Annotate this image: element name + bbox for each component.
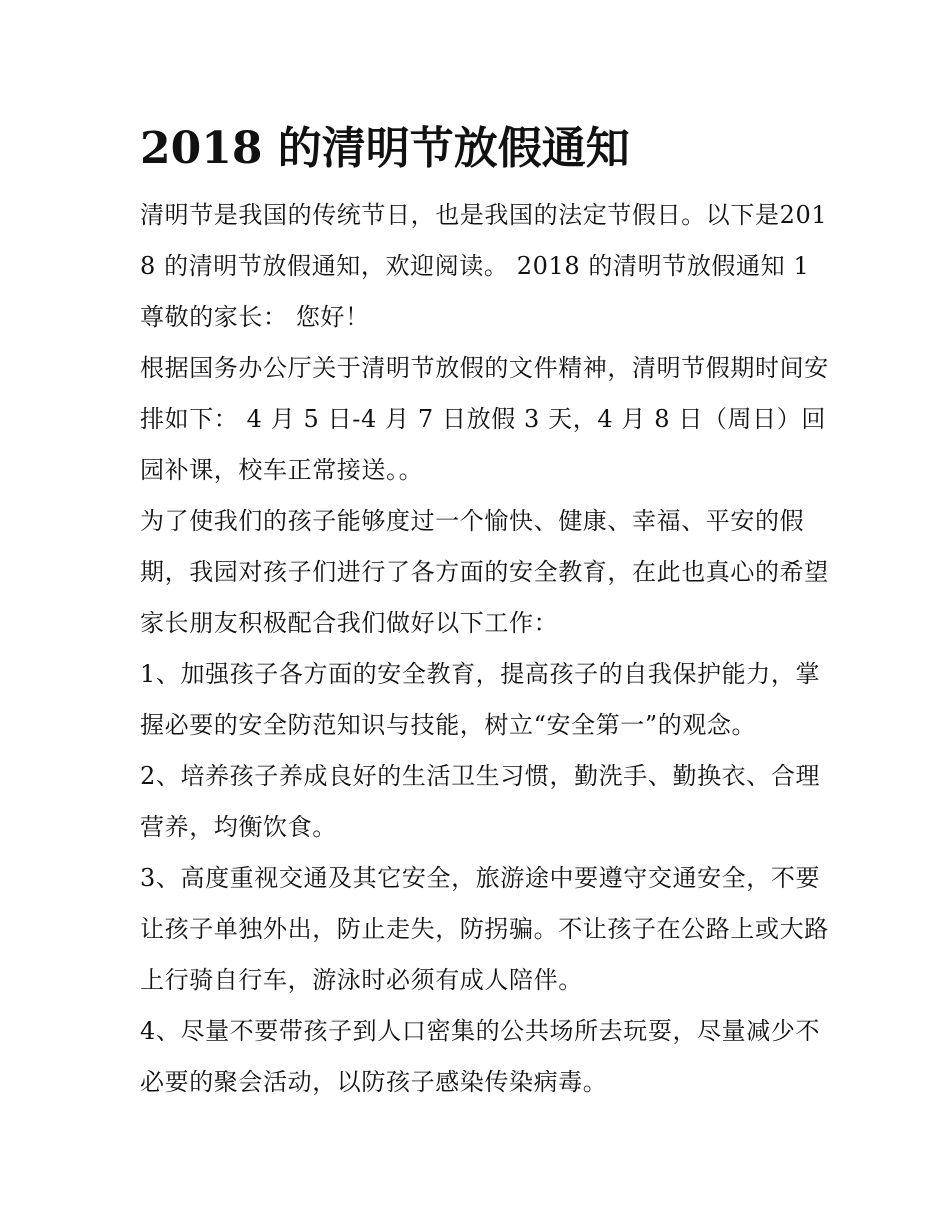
paragraph-item-2: 2、培养孩子养成良好的生活卫生习惯，勤洗手、勤换衣、合理营养，均衡饮食。: [140, 762, 821, 841]
paragraph-schedule: 根据国务办公厅关于清明节放假的文件精神，清明节假期时间安排如下： 4 月 5 日-4 月 7 日放假 3 天，4 月 8 日（周日）回园补课，校车正常接送。。: [140, 354, 829, 484]
paragraph-item-1: 1、加强孩子各方面的安全教育，提高孩子的自我保护能力，掌握必要的安全防范知识与技能，树立“安全第一”的观念。: [140, 660, 821, 739]
paragraph-greeting: 尊敬的家长： 您好！: [140, 303, 370, 331]
document-body: [140, 190, 830, 1108]
paragraph-safety-intro: 为了使我们的孩子能够度过一个愉快、健康、幸福、平安的假期，我园对孩子们进行了各方面的安全教育，在此也真心的希望家长朋友积极配合我们做好以下工作：: [140, 507, 829, 637]
paragraph-item-3: 3、高度重视交通及其它安全，旅游途中要遵守交通安全，不要让孩子单独外出，防止走失，防拐骗。不让孩子在公路上或大路上行骑自行车，游泳时必须有成人陪伴。: [140, 864, 829, 994]
paragraph-item-4: 4、尽量不要带孩子到人口密集的公共场所去玩耍，尽量减少不必要的聚会活动，以防孩子感染传染病毒。: [140, 1017, 821, 1096]
paragraph-intro: 清明节是我国的传统节日，也是我国的法定节假日。以下是2018 的清明节放假通知，欢迎阅读。 2018 的清明节放假通知 1: [140, 201, 828, 280]
document-title: 2018 的清明节放假通知: [140, 123, 630, 174]
document-page: [140, 118, 830, 1108]
